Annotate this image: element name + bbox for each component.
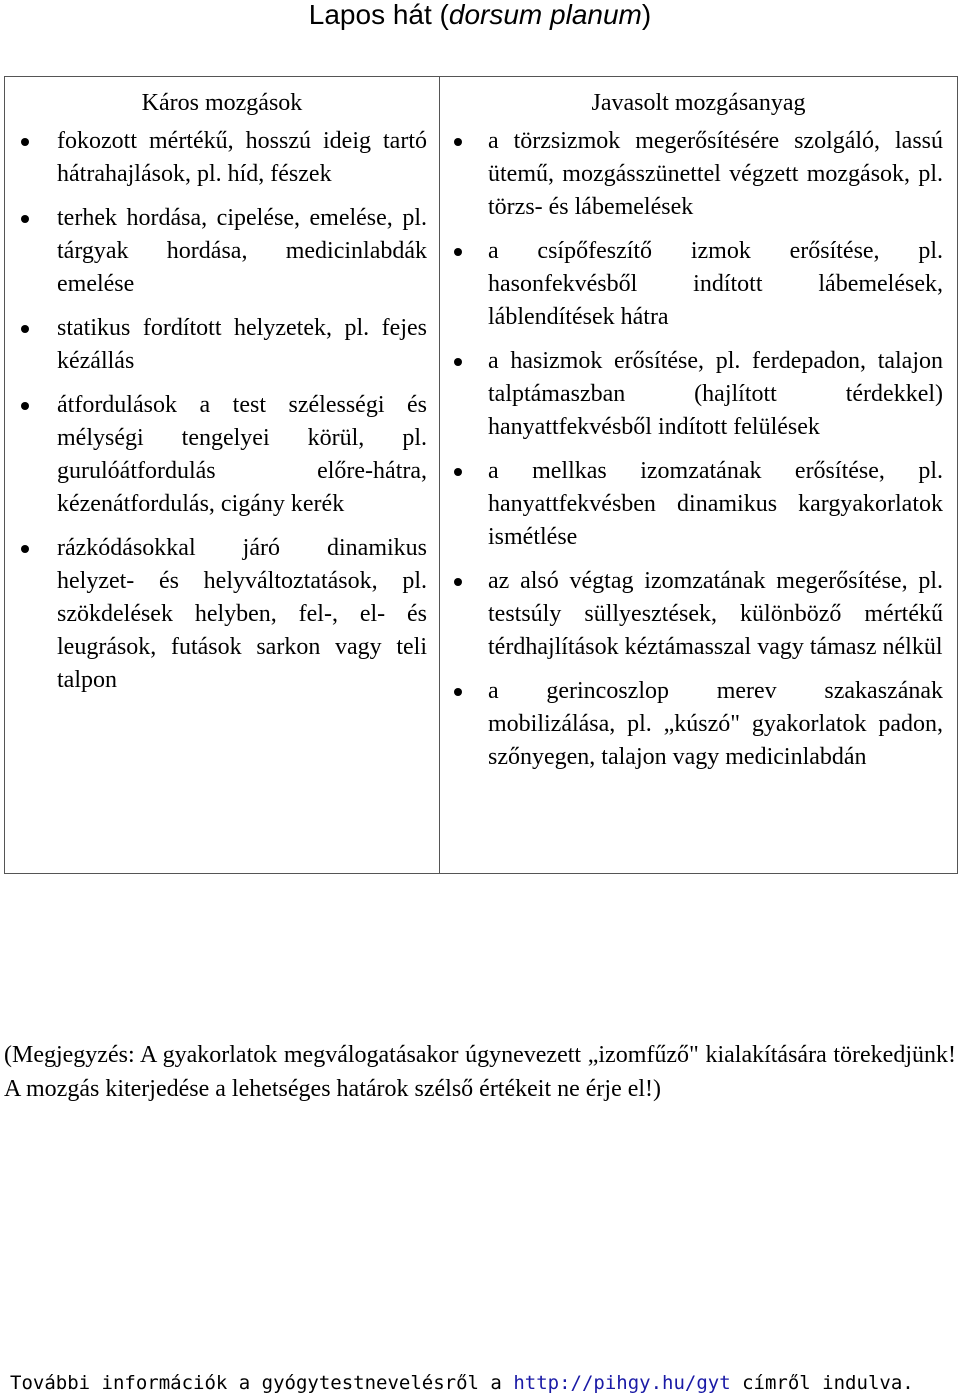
list-item-text: fokozott mértékű, hosszú ideig tartó hátrahajlások, pl. híd, fészek [57,128,427,187]
bullet-icon [454,358,462,366]
list-item-text: a törzsizmok megerősítésére szolgáló, lassú ütemű, mozgásszünettel végzett mozgások, pl. törzs- és lábemelések [488,128,943,220]
list-item [5,125,439,191]
bullet-icon [21,215,29,223]
bullet-icon [454,578,462,586]
list-item-text: átfordulások a test szélességi és mélységi tengelyei körül, pl. gurulóátfordulás előre-hátra, kézenátfordulás, cigány kerék [57,392,427,517]
bullet-icon [21,545,29,553]
list-item-text: terhek hordása, cipelése, emelése, pl. tárgyak hordása, medicinlabdák emelése [57,205,427,297]
recommended-movements-list [440,125,957,774]
list-item-text: az alsó végtag izomzatának megerősítése, pl. testsúly süllyesztések, különböző mértékű térdhajlítások kéztámasszal vagy támasz nélkül [488,568,943,660]
list-item [440,235,957,334]
harmful-movements-column [5,77,440,874]
harmful-movements-list [5,125,439,697]
recommended-movements-column [440,77,958,874]
bullet-icon [454,688,462,696]
list-item [5,202,439,301]
footer [10,1369,956,1397]
list-item [440,455,957,554]
list-item [440,565,957,664]
bullet-icon [21,402,29,410]
page-title [0,0,960,30]
bullet-icon [454,248,462,256]
list-item-text: rázkódásokkal járó dinamikus helyzet- és helyváltoztatások, pl. szökdelések helyben, fel-, el- és leugrások, futások sarkon vagy teli talpon [57,535,427,693]
title-prefix: Lapos hát ( [308,0,449,30]
list-item [5,389,439,521]
list-item-text: a mellkas izomzatának erősítése, pl. hanyattfekvésben dinamikus kargyakorlatok ismétlése [488,458,943,550]
list-item [440,125,957,224]
bullet-icon [21,325,29,333]
bullet-icon [454,138,462,146]
footer-prefix: További információk a gyógytestnevelésről a [10,1372,514,1394]
list-item-text: a hasizmok erősítése, pl. ferdepadon, talajon talptámaszban (hajlított térdekkel) hanyattfekvésből indított felülések [488,348,943,440]
recommended-movements-header: Javasolt mozgásanyag [591,90,806,116]
footer-link[interactable]: http://pihgy.hu/gyt [513,1372,731,1394]
list-item [440,345,957,444]
comparison-table [4,76,958,874]
list-item-text: a gerincoszlop merev szakaszának mobilizálása, pl. „kúszó" gyakorlatok padon, szőnyegen, talajon vagy medicinlabdán [488,678,943,770]
title-latin: dorsum planum [448,0,642,30]
note-paragraph: (Megjegyzés: A gyakorlatok megválogatásakor úgynevezett „izomfűző" kialakítására törekedjünk! A mozgás kiterjedése a lehetséges határok szélső értékeit ne érje el!) [4,1042,956,1102]
list-item [5,532,439,697]
list-item [5,312,439,378]
harmful-movements-header: Káros mozgások [141,90,303,116]
title-suffix: ) [641,0,652,30]
list-item-text: a csípőfeszítő izmok erősítése, pl. hasonfekvésből indított lábemelések, láblendítések hátra [488,238,943,330]
list-item-text: statikus fordított helyzetek, pl. fejes kézállás [57,315,427,374]
bullet-icon [21,138,29,146]
footer-suffix: címről indulva. [730,1372,914,1394]
list-item [440,675,957,774]
bullet-icon [454,468,462,476]
